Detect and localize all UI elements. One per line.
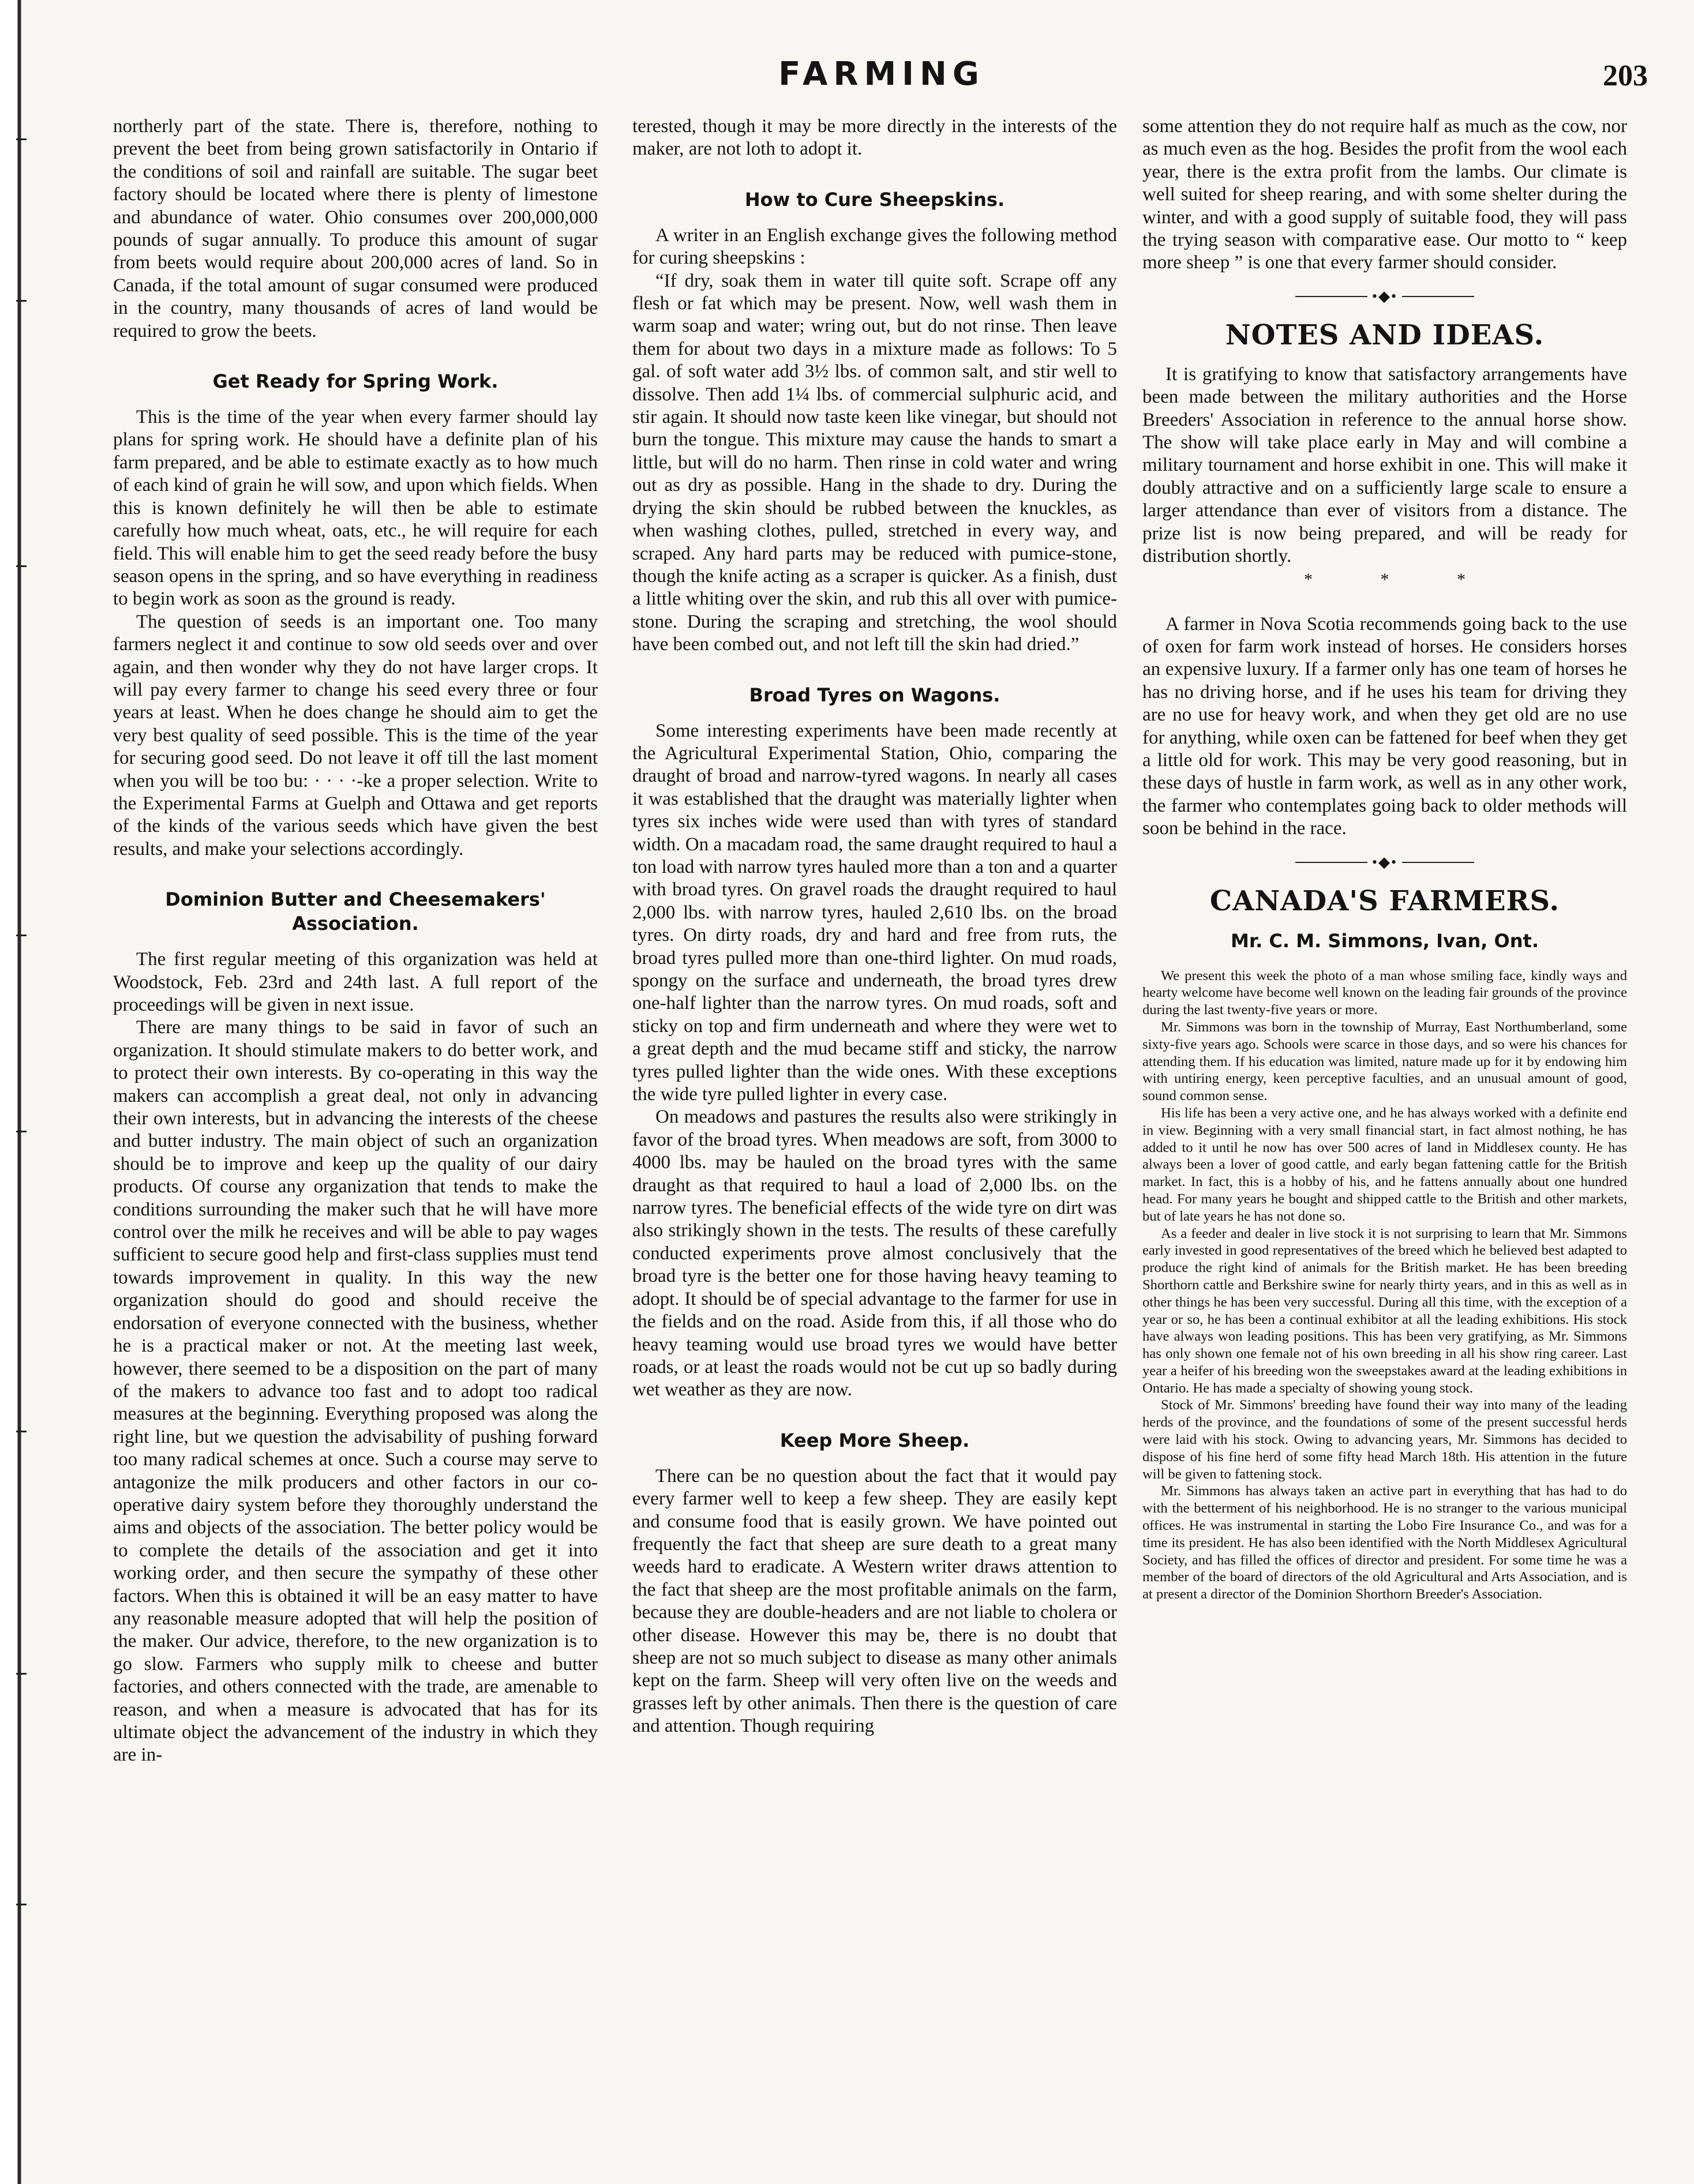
oxen-paragraph: A farmer in Nova Scotia recommends going back to the use of oxen for farm work instead of horses. He considers horses an expensive luxury. If a farmer only has one team of horses he has no driving horse, and if he uses his team for driving they are no use for heavy work, and when they get old are no use for anything, while oxen can be fattened for beef when they get a little old for work. This may be very good reasoning, but in these days of hustle in farm work, as well as in any other work, the farmer who contemplates going back to older methods will soon be behind in the race. [1142, 613, 1627, 839]
heading-spring-work: Get Ready for Spring Work. [212, 370, 499, 393]
heading-dominion-association: Dominion Butter and Cheesemakers' Association. [165, 888, 546, 935]
simmons-paragraph: We present this week the photo of a man whose smiling face, kindly ways and hearty welcome have become well known on the leading fair grounds of the province during the last twenty-five years or more. [1142, 967, 1627, 1018]
tyres-experiments-paragraph: Some interesting experiments have been made recently at the Agricultural Experimental Station, Ohio, comparing the draught of broad and narrow-tyred wagons. In nearly all cases it was established that the draught was materially lighter when tyres six inches wide were used than with tyres of standard width. On a macadam road, the same draught required to haul a ton load with narrow tyres hauled more than a ton and a quarter with broad tyres. On gravel roads the draught required to haul 2,000 lbs. with narrow tyres, hauled 2,610 lbs. on the broad tyres. On dirty roads, dry and hard and free from ruts, the broad tyres pulled more than one-third lighter. On mud roads, spongy on the surface and underneath, the broad tyres drew one-half lighter than the narrow tyres. On mud roads, soft and sticky on top and firm underneath and where they were wet to a great depth and the mud became stiff and sticky, the narrow tyres pulled lighter than the wide ones. With these exceptions the wide tyre pulled lighter in every case. [632, 720, 1117, 1105]
heading-sheepskins: How to Cure Sheepskins. [744, 188, 1005, 211]
heading-keep-more-sheep: Keep More Sheep. [779, 1429, 970, 1451]
column-right [1142, 115, 1627, 2157]
page-number: 203 [1603, 59, 1648, 92]
simmons-paragraph: As a feeder and dealer in live stock it is not surprising to learn that Mr. Simmons early invested in good representatives of the breed which he believed best adapted to produce the right kind of animals for the British market. He has been breeding Shorthorn cattle and Berkshire swine for nearly thirty years, and in this as well as in other things he has been very successful. During all this time, with the exception of a year or so, he has been a continual exhibitor at all the leading exhibitions. His stock have always won leading positions. This has been very gratifying, as Mr. Simmons has only shown one female not of his own breeding in all his show ring career. Last year a heifer of his breeding won the sweepstakes award at the leading exhibitions in Ontario. He has made a specialty of showing young stock. [1142, 1225, 1627, 1396]
dominion-continuation: terested, though it may be more directly in the interests of the maker, are not loth to adopt it. [632, 116, 1117, 160]
simmons-paragraph: His life has been a very active one, and he has always worked with a definite end in view. Beginning with a very small financial start, in fact almost nothing, he has added to it until he now has over 500 acres of land in Middlesex county. He has always been a lover of good cattle, and early began fattening cattle for the British market. In fact, this is a hobby of his, and he fattens annually about one hundred head. For many years he bought and shipped cattle to the British and other markets, but of late years he has not done so. [1142, 1105, 1627, 1224]
asterism: * * * [1304, 569, 1466, 589]
sheep-paragraph: There can be no question about the fact that it would pay every farmer well to keep a few sheep. They are easily kept and consume food that is easily grown. We have pointed out frequently the fact that sheep are sure death to a great many weeds hard to eradicate. A Western writer draws attention to the fact that sheep are the most profitable animals on the farm, because they are double-headers and are not liable to cholera or other disease. However this may be, there is no doubt that sheep are not so much subject to disease as many other animals kept on the farm. Sheep will very often live on the weeds and grasses left by other animals. Then there is the question of care and attention. Though requiring [632, 1465, 1117, 1737]
heading-simmons: Mr. C. M. Simmons, Ivan, Ont. [1231, 929, 1539, 952]
column-middle [632, 115, 1117, 2157]
journal-title: FARMING [778, 55, 985, 93]
sheep-continuation: some attention they do not require half as much as the cow, nor as much even as the hog. Besides the profit from the wool each year, there is the extra profit from the lambs. Our climate is well suited for sheep rearing, and with some shelter during the winter, and with a good supply of suitable food, they will pass the trying season with comparative ease. Our motto to “ keep more sheep ” is one that every farmer should consider. [1142, 116, 1627, 273]
sheepskins-method: “If dry, soak them in water till quite soft. Scrape off any flesh or fat which may be present. Now, well wash them in warm soap and water; wring out, but do not rinse. Then leave them for about two days in a mixture made as follows: To 5 gal. of soft water add 3½ lbs. of common salt, and stir well to dissolve. Then add 1¼ lbs. of commercial sulphuric acid, and stir again. It should now taste keen like vinegar, but should not burn the tongue. This mixture may cause the hands to smart a little, but will do no harm. Then rinse in cold water and wring out as dry as possible. Hang in the shade to dry. During the drying the skin should be rubbed between the knuckles, as when washing clothes, pulled, stretched in every way, and scraped. Any hard parts may be reduced with pumice-stone, though the knife acting as a scraper is quicker. As a finish, dust a little whiting over the skin, and rub this all over with pumice-stone. During the scraping and stretching, the wool should have been combed out, and not left till the skin had dried.” [632, 270, 1117, 655]
simmons-paragraph: Mr. Simmons was born in the township of Murray, East Northumberland, some sixty-five years ago. Schools were scarce in those days, and so were his chances for attending them. If his education was limited, nature made up for it by endowing him with untiring energy, keen perceptive faculties, and an unusual amount of good, sound common sense. [1142, 1019, 1627, 1104]
simmons-paragraph: Mr. Simmons has always taken an active part in everything that has had to do with the betterment of his neighborhood. He is no stranger to the various municipal offices. He was instrumental in starting the Lobo Fire Insurance Co., and was for a time its president. He has also been identified with the North Middlesex Agricultural Society, and has filled the offices of director and president. For some time he was a member of the board of directors of the old Agricultural and Arts Association, and is at present a director of the Dominion Shorthorn Breeder's Association. [1142, 1483, 1627, 1603]
ornament-divider: •◆• [1295, 854, 1474, 870]
column-left [113, 115, 598, 2157]
spring-work-paragraph: This is the time of the year when every farmer should lay plans for spring work. He should have a definite plan of his farm prepared, and be able to estimate exactly as to how much of each kind of grain he will sow, and upon which fields. When this is known definitely he will then be able to estimate carefully how much wheat, oats, etc., he will require for each field. This will enable him to get the seed ready before the busy season opens in the spring, and so have everything in readiness to begin work as soon as the ground is ready. [113, 407, 598, 610]
page-header [115, 55, 1648, 102]
heading-broad-tyres: Broad Tyres on Wagons. [749, 684, 1000, 706]
heading-canadas-farmers: CANADA'S FARMERS. [1209, 884, 1560, 917]
binding-edge [0, 0, 28, 2184]
dominion-meeting-paragraph: The first regular meeting of this organization was held at Woodstock, Feb. 23rd and 24th last. A full report of the proceedings will be given in next issue. [113, 949, 598, 1015]
tyres-meadows-paragraph: On meadows and pastures the results also were strikingly in favor of the broad tyres. When meadows are soft, from 3000 to 4000 lbs. may be hauled on the broad tyres with the same draught as that required to haul a load of 2,000 lbs. on the narrow tyres. The beneficial effects of the wide tyre on dirt was also strikingly shown in the tests. The results of these carefully conducted experiments prove almost conclusively that the broad tyre is the better one for those having heavy teaming to adopt. It should be of special advantage to the farmer for use in the fields and on the road. Aside from this, if all those who do heavy teaming would use broad tyres we would have better roads, or at least the roads would not be cut up so badly during wet weather as they are now. [632, 1106, 1117, 1401]
sheepskins-intro: A writer in an English exchange gives the following method for curing sheepskins : [632, 224, 1117, 269]
beet-sugar-continuation: northerly part of the state. There is, therefore, nothing to prevent the beet from being grown satisfactorily in Ontario if the conditions of soil and rainfall are suitable. The sugar beet factory should be located where there is plenty of limestone and abundance of water. Ohio consumes over 200,000,000 pounds of sugar annually. To produce this amount of sugar from beets would require about 200,000 acres of land. So in Canada, if the total amount of sugar consumed were produced in the country, many thousands of acres of land would be required to grow the beets. [113, 116, 598, 342]
simmons-paragraph: Stock of Mr. Simmons' breeding have found their way into many of the leading herds of the province, and the foundations of some of the present successful herds were laid with his stock. Owing to advancing years, Mr. Simmons has decided to dispose of his fine herd of some fifty head March 18th. His attention in the future will be given to fattening stock. [1142, 1397, 1627, 1482]
heading-notes-and-ideas: NOTES AND IDEAS. [1225, 318, 1545, 351]
ornament-divider: •◆• [1295, 288, 1474, 305]
horse-show-paragraph: It is gratifying to know that satisfactory arrangements have been made between the military authorities and the Horse Breeders' Association in reference to the annual horse show. The show will take place early in May and will combine a military tournament and horse exhibit in one. This will make it doubly attractive and on a sufficiently large scale to ensure a larger attendance than ever of visitors from a distance. The prize list is now being prepared, and will be ready for distribution shortly. [1142, 363, 1627, 567]
dominion-organization-paragraph: There are many things to be said in favor of such an organization. It should stimulate makers to do better work, and to protect their own interests. By co-operating in this way the makers can accomplish a great deal, not only in advancing their own interests, but in advancing the interests of the cheese and butter industry. The main object of such an organization should be to improve and keep up the quality of our dairy products. Of course any organization that tends to make the conditions surrounding the maker such that he will have more control over the milk he receives and will be able to pay wages sufficient to secure good help and first-class supplies must tend towards improvement in quality. In this way the new organization should do good and should receive the endorsation of everyone connected with the business, whether he is a practical maker or not. At the meeting last week, however, there seemed to be a disposition on the part of many of the makers to advance too fast and to adopt too radical measures at the beginning. Everything proposed was along the right line, but we question the advisability of pushing forward too many radical schemes at once. Such a course may serve to antagonize the milk producers and other factors in our co-operative dairy system before they thoroughly understand the aims and objects of the association. The better policy would be to complete the details of the association and get it into working order, and then secure the sympathy of these other factors. When this is obtained it will be an easy matter to have any reasonable measure adopted that will help the position of the maker. Our advice, therefore, to the new organization is to go slow. Farmers who supply milk to cheese and butter factories, and others connected with the trade, are amenable to reason, and when a measure is advocated that has for its ultimate object the advancement of the industry in which they are in- [113, 1017, 598, 1766]
seeds-paragraph: The question of seeds is an important one. Too many farmers neglect it and continue to sow old seeds over and over again, and then wonder why they do not have larger crops. It will pay every farmer to change his seed every three or four years at least. When he does change he should aim to get the very best quality of seed possible. This is the time of the year for securing good seed. Do not leave it off till the last moment when you will be too bu: · · · ·-ke a proper selection. Write to the Experimental Farms at Guelph and Ottawa and get reports of the kinds of the various seeds which have given the best results, and make your selections accordingly. [113, 611, 598, 860]
